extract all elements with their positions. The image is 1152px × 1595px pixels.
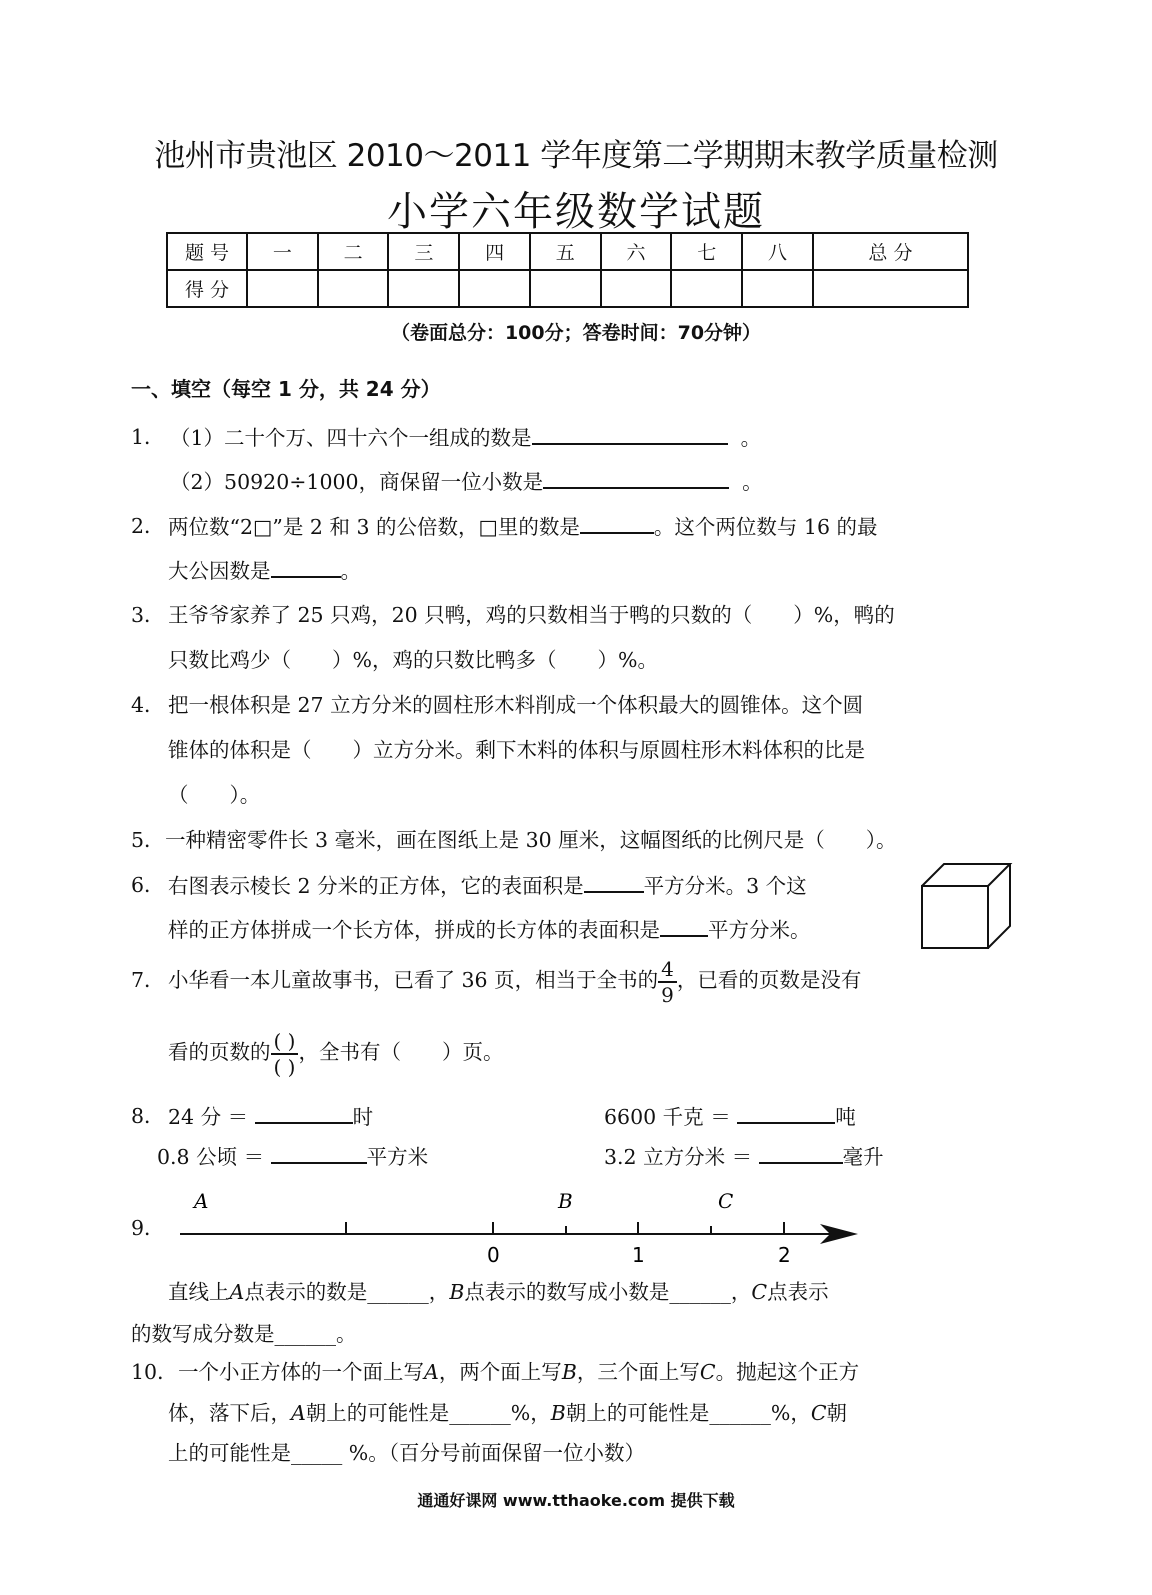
score-table-header-row bbox=[167, 233, 968, 270]
score-cell: 五 bbox=[530, 233, 601, 270]
question-number: 1． bbox=[131, 425, 165, 449]
question-number: 2． bbox=[131, 514, 165, 538]
question-text: 一种精密零件长 3 毫米，画在图纸上是 30 厘米，这幅图纸的比例尺是（ ）。 bbox=[165, 828, 897, 852]
score-cell: 四 bbox=[459, 233, 530, 270]
answer-blank[interactable] bbox=[271, 556, 341, 578]
conversion-item: 24 分 ＝ 时 bbox=[168, 1102, 373, 1131]
point-label-a: A bbox=[194, 1189, 209, 1213]
score-input-cell[interactable] bbox=[459, 270, 530, 307]
conversion-item: 0.8 公顷 ＝ 平方米 bbox=[157, 1142, 428, 1171]
tick-label: 0 bbox=[487, 1243, 500, 1267]
answer-blank[interactable] bbox=[543, 467, 729, 489]
exam-main-title: 小学六年级数学试题 bbox=[387, 189, 765, 235]
answer-blank[interactable] bbox=[584, 871, 644, 893]
answer-blank[interactable] bbox=[255, 1102, 353, 1124]
answer-blank[interactable] bbox=[660, 915, 708, 937]
question-text: 样的正方体拼成一个长方体，拼成的长方体的表面积是 平方分米。 bbox=[168, 915, 811, 944]
question-number: 7． bbox=[131, 968, 165, 992]
question-text: 体，落下后，A朝上的可能性是______%，B朝上的可能性是______%，C朝 bbox=[168, 1401, 848, 1425]
score-input-cell[interactable] bbox=[671, 270, 742, 307]
question-text: 小华看一本儿童故事书，已看了 36 页，相当于全书的 $\frac{4}{9}$ ，已看的页数是没有 bbox=[168, 956, 862, 1007]
score-cell: 七 bbox=[671, 233, 742, 270]
score-input-cell[interactable] bbox=[742, 270, 813, 307]
question-text: （ ）。 bbox=[168, 783, 261, 807]
score-cell-label: 题 号 bbox=[167, 233, 247, 270]
answer-blank[interactable] bbox=[737, 1102, 835, 1124]
score-cell: 三 bbox=[388, 233, 459, 270]
score-input-cell[interactable] bbox=[318, 270, 389, 307]
question-text: （1）二十个万、四十六个一组成的数是 。 bbox=[170, 423, 761, 452]
question-text: 只数比鸡少（ ）%，鸡的只数比鸭多（ ）%。 bbox=[168, 648, 658, 672]
score-input-cell[interactable] bbox=[247, 270, 318, 307]
question-text: 一个小正方体的一个面上写A，两个面上写B，三个面上写C。抛起这个正方 bbox=[178, 1360, 860, 1384]
score-input-cell[interactable] bbox=[813, 270, 968, 307]
question-text: 锥体的体积是（ ）立方分米。剩下木料的体积与原圆柱形木料体积的比是 bbox=[168, 738, 865, 762]
conversion-item: 6600 千克 ＝ 吨 bbox=[604, 1102, 856, 1131]
cube-figure bbox=[918, 860, 1013, 952]
score-input-cell[interactable] bbox=[530, 270, 601, 307]
question-number: 3． bbox=[131, 603, 165, 627]
question-number: 9． bbox=[131, 1216, 165, 1240]
point-label-b: B bbox=[558, 1189, 573, 1213]
footer-credit: 通通好课网 www.tthaoke.com 提供下载 bbox=[417, 1491, 735, 1510]
question-text: 直线上A点表示的数是______，B点表示的数写成小数是______，C点表示 bbox=[168, 1280, 829, 1304]
question-text: 上的可能性是_____ %。（百分号前面保留一位小数） bbox=[168, 1441, 645, 1465]
score-input-cell[interactable] bbox=[388, 270, 459, 307]
answer-blank[interactable] bbox=[759, 1142, 843, 1164]
score-cell: 八 bbox=[742, 233, 813, 270]
question-text: 把一根体积是 27 立方分米的圆柱形木料削成一个体积最大的圆锥体。这个圆 bbox=[168, 693, 864, 717]
question-text: 看的页数的 $\frac{( )}{( )}$ ，全书有（ ）页。 bbox=[168, 1028, 504, 1079]
score-cell: 六 bbox=[601, 233, 672, 270]
fraction-blank[interactable]: $\frac{( )}{( )}$ bbox=[271, 1029, 299, 1079]
score-table-score-row bbox=[167, 270, 968, 307]
question-number: 10． bbox=[131, 1360, 178, 1384]
score-cell-label: 得 分 bbox=[167, 270, 247, 307]
point-label-c: C bbox=[718, 1189, 734, 1213]
exam-note: （卷面总分：100分；答卷时间：70分钟） bbox=[390, 322, 762, 344]
score-table bbox=[166, 232, 969, 308]
question-number: 4． bbox=[131, 693, 165, 717]
question-number: 5． bbox=[131, 828, 165, 852]
answer-blank[interactable] bbox=[271, 1142, 367, 1164]
question-text: 的数写成分数是______。 bbox=[131, 1322, 357, 1346]
question-number: 6． bbox=[131, 873, 165, 897]
conversion-item: 3.2 立方分米 ＝ 毫升 bbox=[604, 1142, 884, 1171]
question-text: 两位数“2□”是 2 和 3 的公倍数，□里的数是 。这个两位数与 16 的最 bbox=[168, 512, 878, 541]
fraction: $\frac{4}{9}$ bbox=[658, 957, 677, 1007]
question-number: 8． bbox=[131, 1104, 165, 1128]
score-cell: 总 分 bbox=[813, 233, 968, 270]
question-text: 大公因数是 。 bbox=[168, 556, 361, 585]
question-text: （2）50920÷1000，商保留一位小数是 。 bbox=[170, 467, 763, 496]
score-input-cell[interactable] bbox=[601, 270, 672, 307]
section-title: 一、填空（每空 1 分，共 24 分） bbox=[131, 377, 441, 401]
question-text: 王爷爷家养了 25 只鸡，20 只鸭，鸡的只数相当于鸭的只数的（ ）%，鸭的 bbox=[168, 603, 895, 627]
question-text: 右图表示棱长 2 分米的正方体，它的表面积是 平方分米。3 个这 bbox=[168, 871, 807, 900]
answer-blank[interactable] bbox=[580, 512, 654, 534]
score-cell: 二 bbox=[318, 233, 389, 270]
exam-header-title: 池州市贵池区 2010～2011 学年度第二学期期末教学质量检测 bbox=[154, 138, 998, 174]
answer-blank[interactable] bbox=[532, 423, 728, 445]
tick-label: 1 bbox=[632, 1243, 645, 1267]
number-line bbox=[170, 1184, 870, 1268]
score-cell: 一 bbox=[247, 233, 318, 270]
tick-label: 2 bbox=[778, 1243, 791, 1267]
